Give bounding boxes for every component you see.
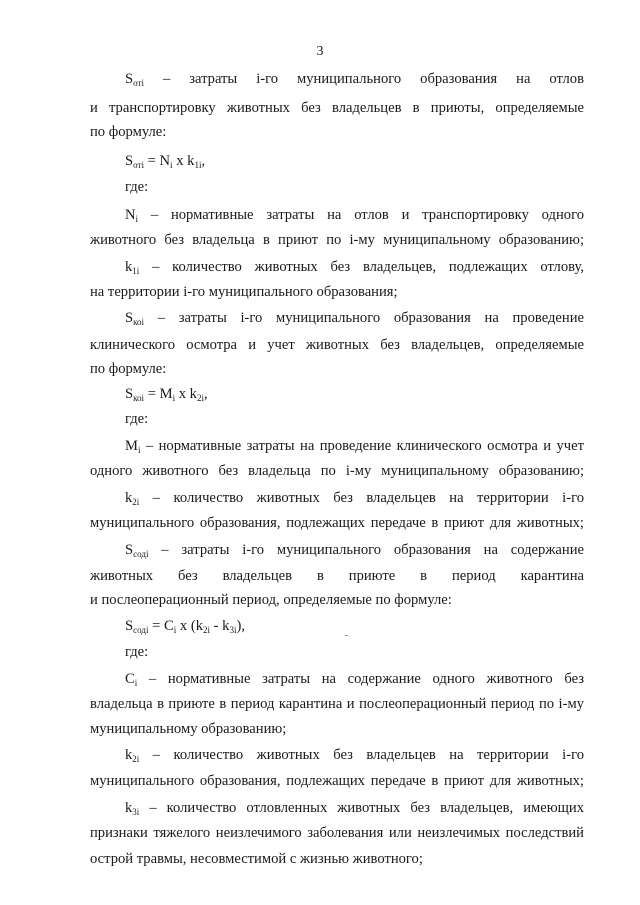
definition-k3-line-3: острой травмы, несовместимой с жизнью животного; <box>90 851 423 867</box>
definition-n-line-2: животного без владельца в приют по i-му муниципальному образованию; <box>90 232 584 248</box>
where-label: где: <box>125 179 149 195</box>
definition-s-ot-line-1: $S_{отi}$ – затраты i-го муниципального образования на отлов <box>125 71 584 88</box>
definition-k3-line-2: признаки тяжелого неизлечимого заболевания или неизлечимых последствий <box>90 825 584 841</box>
definition-n-line-1: $N_i$ – нормативные затраты на отлов и транспортировку одного <box>125 207 584 224</box>
definition-k2-repeat-line-1: $k_{2i}$ – количество животных без владельцев на территории i-го <box>125 747 584 764</box>
definition-s-ot-line-2: и транспортировку животных без владельцев в приюты, определяемые <box>90 100 584 116</box>
definition-s-sod-line-2: животных без владельцев в приюте в период карантина <box>90 568 584 584</box>
page-number: 3 <box>316 44 324 59</box>
definition-s-ot-line-3: по формуле: <box>90 124 167 140</box>
definition-k2-line-1: $k_{2i}$ – количество животных без владельцев на территории i-го <box>125 490 584 507</box>
definition-s-ko-line-2: клинического осмотра и учет животных без владельцев, определяемые <box>90 337 584 353</box>
definition-k1-line-2: на территории i-го муниципального образования; <box>90 284 398 300</box>
formula-s-sod: $S_{содi} = C_i$ x $(k_{2i} - k_{3i})$, <box>125 618 246 635</box>
definition-m-line-1: $M_i$ – нормативные затраты на проведение клинического осмотра и учет <box>125 438 584 455</box>
definition-k1-line-1: $k_{1i}$ – количество животных без владельцев, подлежащих отлову, <box>125 259 584 276</box>
where-label: где: <box>125 411 149 427</box>
definition-c-line-3: муниципальному образованию; <box>90 721 287 737</box>
where-label: где: <box>125 644 149 660</box>
definition-c-line-1: $C_i$ – нормативные затраты на содержание одного животного без <box>125 671 584 688</box>
definition-m-line-2: одного животного без владельца по i-му муниципальному образованию; <box>90 463 584 479</box>
definition-s-ko-line-3: по формуле: <box>90 361 167 377</box>
formula-s-ko: $S_{коi} = M_i$ x $k_{2i}$, <box>125 386 208 403</box>
formula-s-ot: $S_{отi} = N_i$ x $k_{1i}$, <box>125 153 206 170</box>
definition-k2-line-2: муниципального образования, подлежащих передаче в приют для животных; <box>90 515 584 531</box>
definition-k3-line-1: $k_{3i}$ – количество отловленных животных без владельцев, имеющих <box>125 800 584 817</box>
definition-k2-repeat-line-2: муниципального образования, подлежащих передаче в приют для животных; <box>90 773 584 789</box>
definition-s-ko-line-1: $S_{коi}$ – затраты i-го муниципального образования на проведение <box>125 310 584 327</box>
scan-speck <box>345 635 348 636</box>
definition-c-line-2: владельца в приюте в период карантина и послеоперационный период по i-му <box>90 696 584 712</box>
definition-s-sod-line-3: и послеоперационный период, определяемые по формуле: <box>90 592 452 608</box>
definition-s-sod-line-1: $S_{содi}$ – затраты i-го муниципального образования на содержание <box>125 542 584 559</box>
